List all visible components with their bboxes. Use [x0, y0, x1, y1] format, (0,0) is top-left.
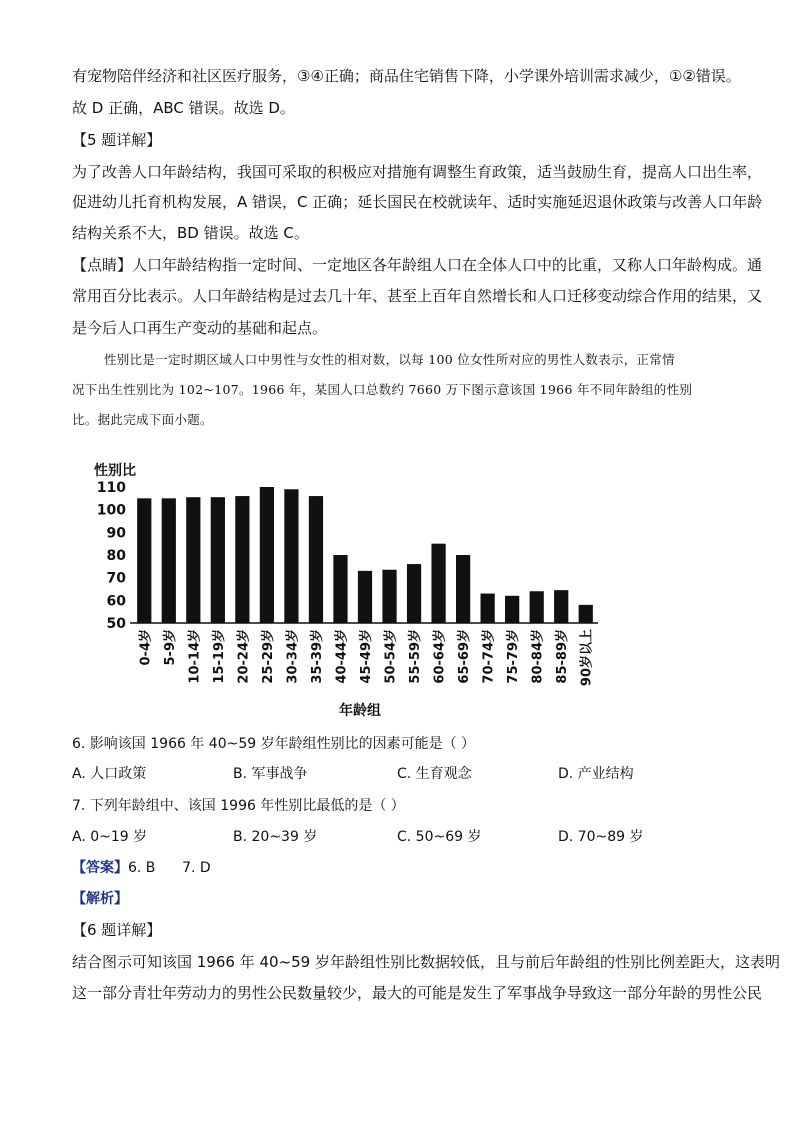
y-tick-label-1: 60 — [106, 593, 126, 610]
y-tick-label-3: 80 — [106, 548, 126, 564]
option-7c: C. 50~69 岁 — [397, 829, 482, 845]
x-tick-label-7: 35-39岁 — [309, 629, 325, 684]
text-line-5: 促进幼儿托育机构发展，A 错误，C 正确；延长国民在校就读年、适时实施延迟退休政策与改善人口年龄 — [72, 193, 763, 211]
y-tick-label-6: 110 — [96, 480, 126, 496]
question-7: 7. 下列年龄组中、该国 1996 年性别比最低的是（ ） — [72, 798, 405, 814]
question-6: 6. 影响该国 1966 年 40~59 岁年龄组性别比的因素可能是（ ） — [72, 736, 476, 752]
answer-value: 6. B 7. D — [128, 860, 211, 876]
y-tick-label-5: 100 — [96, 502, 126, 519]
x-tick-label-6: 30-34岁 — [285, 629, 301, 684]
bar-16 — [530, 591, 544, 623]
bar-9 — [358, 571, 372, 623]
x-tick-label-13: 65-69岁 — [457, 629, 473, 684]
text-line-9: 是今后人口再生产变动的基础和起点。 — [72, 319, 328, 337]
bar-1 — [162, 498, 176, 623]
bar-6 — [284, 489, 298, 623]
x-tick-label-18: 90岁以上 — [579, 629, 595, 687]
sex-ratio-bar-chart — [90, 455, 610, 725]
option-7d: D. 70~89 岁 — [558, 829, 644, 845]
x-tick-label-2: 10-14岁 — [187, 629, 203, 684]
option-6c: C. 生育观念 — [397, 766, 472, 782]
text-line-1: 有宠物陪伴经济和社区医疗服务，③④正确；商品住宅销售下降，小学课外培训需求减少，①②错误。 — [72, 67, 741, 85]
option-7a: A. 0~19 岁 — [72, 829, 148, 845]
bar-2 — [186, 497, 200, 623]
passage-line-3: 比。据此完成下面小题。 — [72, 412, 213, 427]
passage-line-2: 况下出生性别比为 102~107。1966 年，某国人口总数约 7660 万下图示意该国 1966 年不同年龄组的性别 — [72, 382, 693, 397]
bar-15 — [505, 596, 519, 623]
y-tick-label-0: 50 — [106, 616, 126, 632]
x-tick-label-16: 80-84岁 — [530, 629, 546, 684]
x-tick-label-17: 85-89岁 — [555, 629, 571, 684]
analysis-label: 【解析】 — [72, 891, 128, 907]
option-6a: A. 人口政策 — [72, 766, 147, 782]
x-tick-label-0: 0-4岁 — [138, 629, 154, 666]
x-axis-label: 年龄组 — [339, 703, 381, 719]
section-heading-q5: 【5 题详解】 — [72, 131, 162, 149]
text-line-4: 为了改善人口年龄结构，我国可采取的积极应对措施有调整生育政策，适当鼓励生育，提高人口出生率， — [72, 163, 763, 181]
x-tick-label-10: 50-54岁 — [383, 629, 399, 684]
y-axis-label: 性别比 — [94, 463, 136, 479]
bar-4 — [235, 496, 249, 623]
bar-0 — [137, 498, 151, 623]
bar-14 — [481, 594, 495, 623]
bar-8 — [333, 555, 347, 623]
text-line-7: 【点睛】人口年龄结构指一定时间、一定地区各年龄组人口在全体人口中的比重，又称人口年龄构成。通 — [72, 256, 763, 274]
bar-12 — [431, 544, 445, 623]
explain-line-1: 结合图示可知该国 1966 年 40~59 岁年龄组性别比数据较低，且与前后年龄组的性别比例差距大，这表明 — [72, 953, 780, 971]
bar-17 — [554, 590, 568, 623]
text-line-8: 常用百分比表示。人口年龄结构是过去几十年、甚至上百年自然增长和人口迁移变动综合作用的结果，又 — [72, 287, 763, 305]
text-line-6: 结构关系不大，BD 错误。故选 C。 — [72, 224, 309, 242]
bar-13 — [456, 555, 470, 623]
bar-11 — [407, 564, 421, 623]
bar-5 — [260, 487, 274, 623]
option-6d: D. 产业结构 — [558, 766, 634, 782]
x-tick-label-8: 40-44岁 — [334, 629, 350, 684]
x-tick-label-1: 5-9岁 — [162, 629, 178, 666]
x-tick-label-4: 20-24岁 — [236, 629, 252, 684]
x-tick-label-12: 60-64岁 — [432, 629, 448, 684]
y-tick-label-2: 70 — [106, 570, 126, 587]
bar-18 — [579, 605, 593, 623]
section-heading-q6: 【6 题详解】 — [72, 921, 162, 939]
option-6b: B. 军事战争 — [233, 766, 308, 782]
x-tick-label-15: 75-79岁 — [506, 629, 522, 684]
passage-line-1: 性别比是一定时期区域人口中男性与女性的相对数，以每 100 位女性所对应的男性人数表示，正常情 — [104, 352, 675, 367]
x-tick-label-11: 55-59岁 — [408, 629, 424, 684]
answer-label: 【答案】 — [72, 860, 128, 876]
x-tick-label-14: 70-74岁 — [481, 629, 497, 684]
option-7b: B. 20~39 岁 — [233, 829, 318, 845]
x-tick-label-5: 25-29岁 — [260, 629, 276, 684]
text-line-2: 故 D 正确，ABC 错误。故选 D。 — [72, 99, 295, 117]
answer-line — [72, 858, 211, 878]
x-tick-label-9: 45-49岁 — [359, 629, 374, 684]
bar-10 — [382, 570, 396, 623]
bar-7 — [309, 496, 323, 623]
x-tick-label-3: 15-19岁 — [211, 629, 227, 684]
explain-line-2: 这一部分青壮年劳动力的男性公民数量较少，最大的可能是发生了军事战争导致这一部分年龄的男性公民 — [72, 984, 763, 1002]
bar-3 — [211, 497, 225, 623]
y-tick-label-4: 90 — [106, 525, 126, 542]
